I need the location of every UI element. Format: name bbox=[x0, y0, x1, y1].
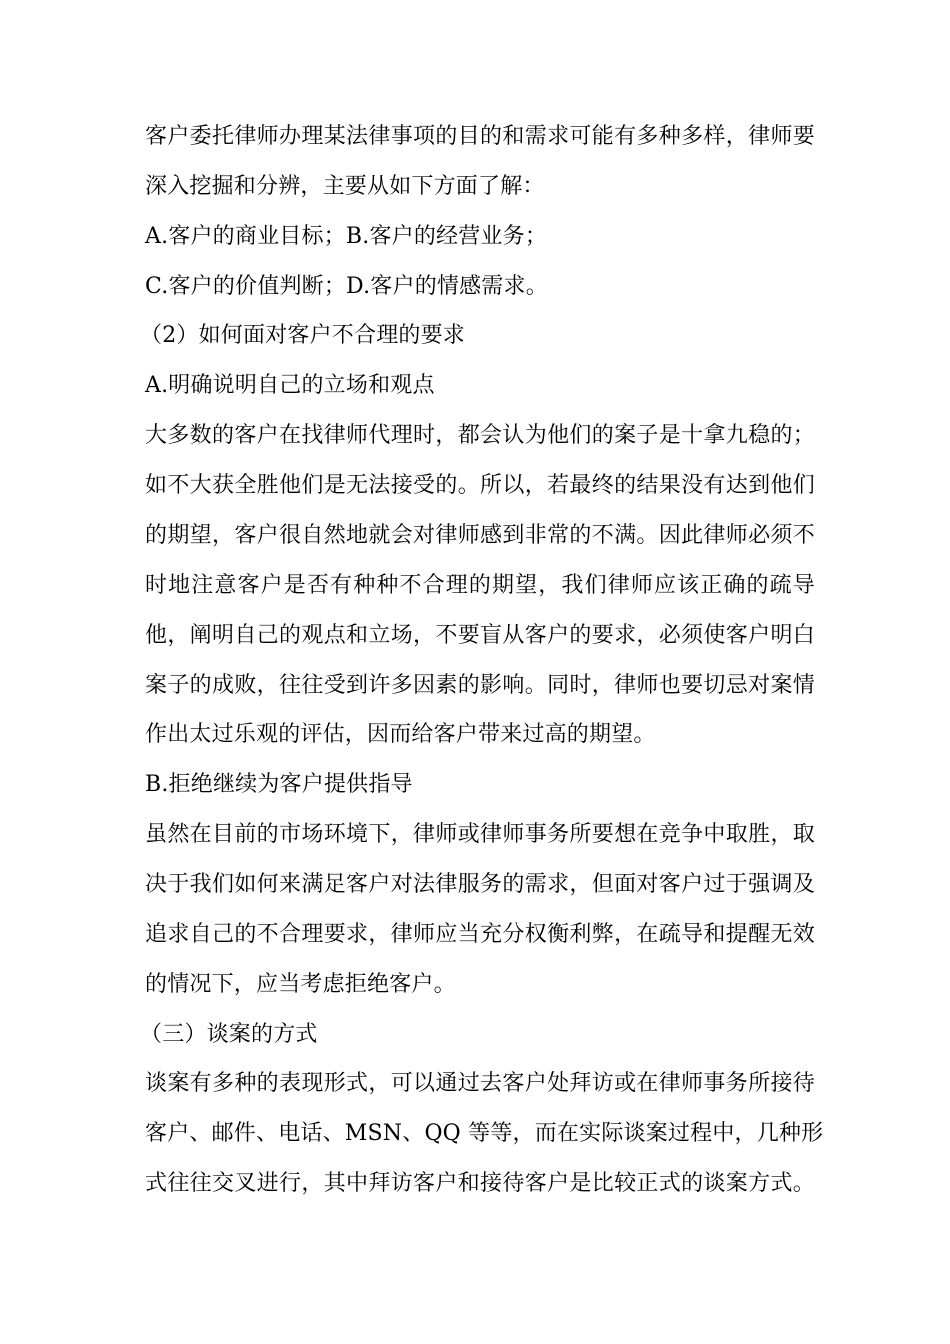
list-line: A.客户的商业目标；B.客户的经营业务； bbox=[145, 224, 548, 249]
paragraph-line: 时地注意客户是否有种种不合理的期望，我们律师应该正确的疏导 bbox=[145, 573, 815, 598]
paragraph-line: 如不大获全胜他们是无法接受的。所以，若最终的结果没有达到他们 bbox=[145, 473, 815, 498]
paragraph-line: 谈案有多种的表现形式，可以通过去客户处拜访或在律师事务所接待 bbox=[145, 1071, 815, 1096]
paragraph-line: 的期望，客户很自然地就会对律师感到非常的不满。因此律师必须不 bbox=[145, 523, 815, 548]
paragraph-line: 式往往交叉进行，其中拜访客户和接待客户是比较正式的谈案方式。 bbox=[145, 1171, 815, 1196]
paragraph-line: 的情况下，应当考虑拒绝客户。 bbox=[145, 972, 456, 997]
paragraph-line: 虽然在目前的市场环境下，律师或律师事务所要想在竞争中取胜，取 bbox=[145, 822, 815, 847]
paragraph-line: 作出太过乐观的评估，因而给客户带来过高的期望。 bbox=[145, 722, 656, 747]
section-heading: （三）谈案的方式 bbox=[140, 1022, 318, 1047]
subsection-heading: A.明确说明自己的立场和观点 bbox=[145, 373, 435, 398]
paragraph-line: 大多数的客户在找律师代理时，都会认为他们的案子是十拿九稳的； bbox=[145, 423, 815, 448]
paragraph-line: 客户委托律师办理某法律事项的目的和需求可能有多种多样，律师要 bbox=[145, 124, 815, 149]
subsection-heading: B.拒绝继续为客户提供指导 bbox=[145, 772, 413, 797]
paragraph-line: 追求自己的不合理要求，律师应当充分权衡利弊，在疏导和提醒无效 bbox=[145, 922, 815, 947]
list-line: C.客户的价值判断；D.客户的情感需求。 bbox=[145, 274, 548, 299]
paragraph-line: 客户、邮件、电话、MSN、QQ 等等，而在实际谈案过程中，几种形 bbox=[145, 1121, 824, 1146]
section-heading: （2）如何面对客户不合理的要求 bbox=[140, 323, 465, 348]
paragraph-line: 深入挖掘和分辨，主要从如下方面了解： bbox=[145, 174, 545, 199]
paragraph-line: 他，阐明自己的观点和立场，不要盲从客户的要求，必须使客户明白 bbox=[145, 623, 815, 648]
paragraph-line: 决于我们如何来满足客户对法律服务的需求，但面对客户过于强调及 bbox=[145, 872, 815, 897]
paragraph-line: 案子的成败，往往受到许多因素的影响。同时，律师也要切忌对案情 bbox=[145, 673, 815, 698]
